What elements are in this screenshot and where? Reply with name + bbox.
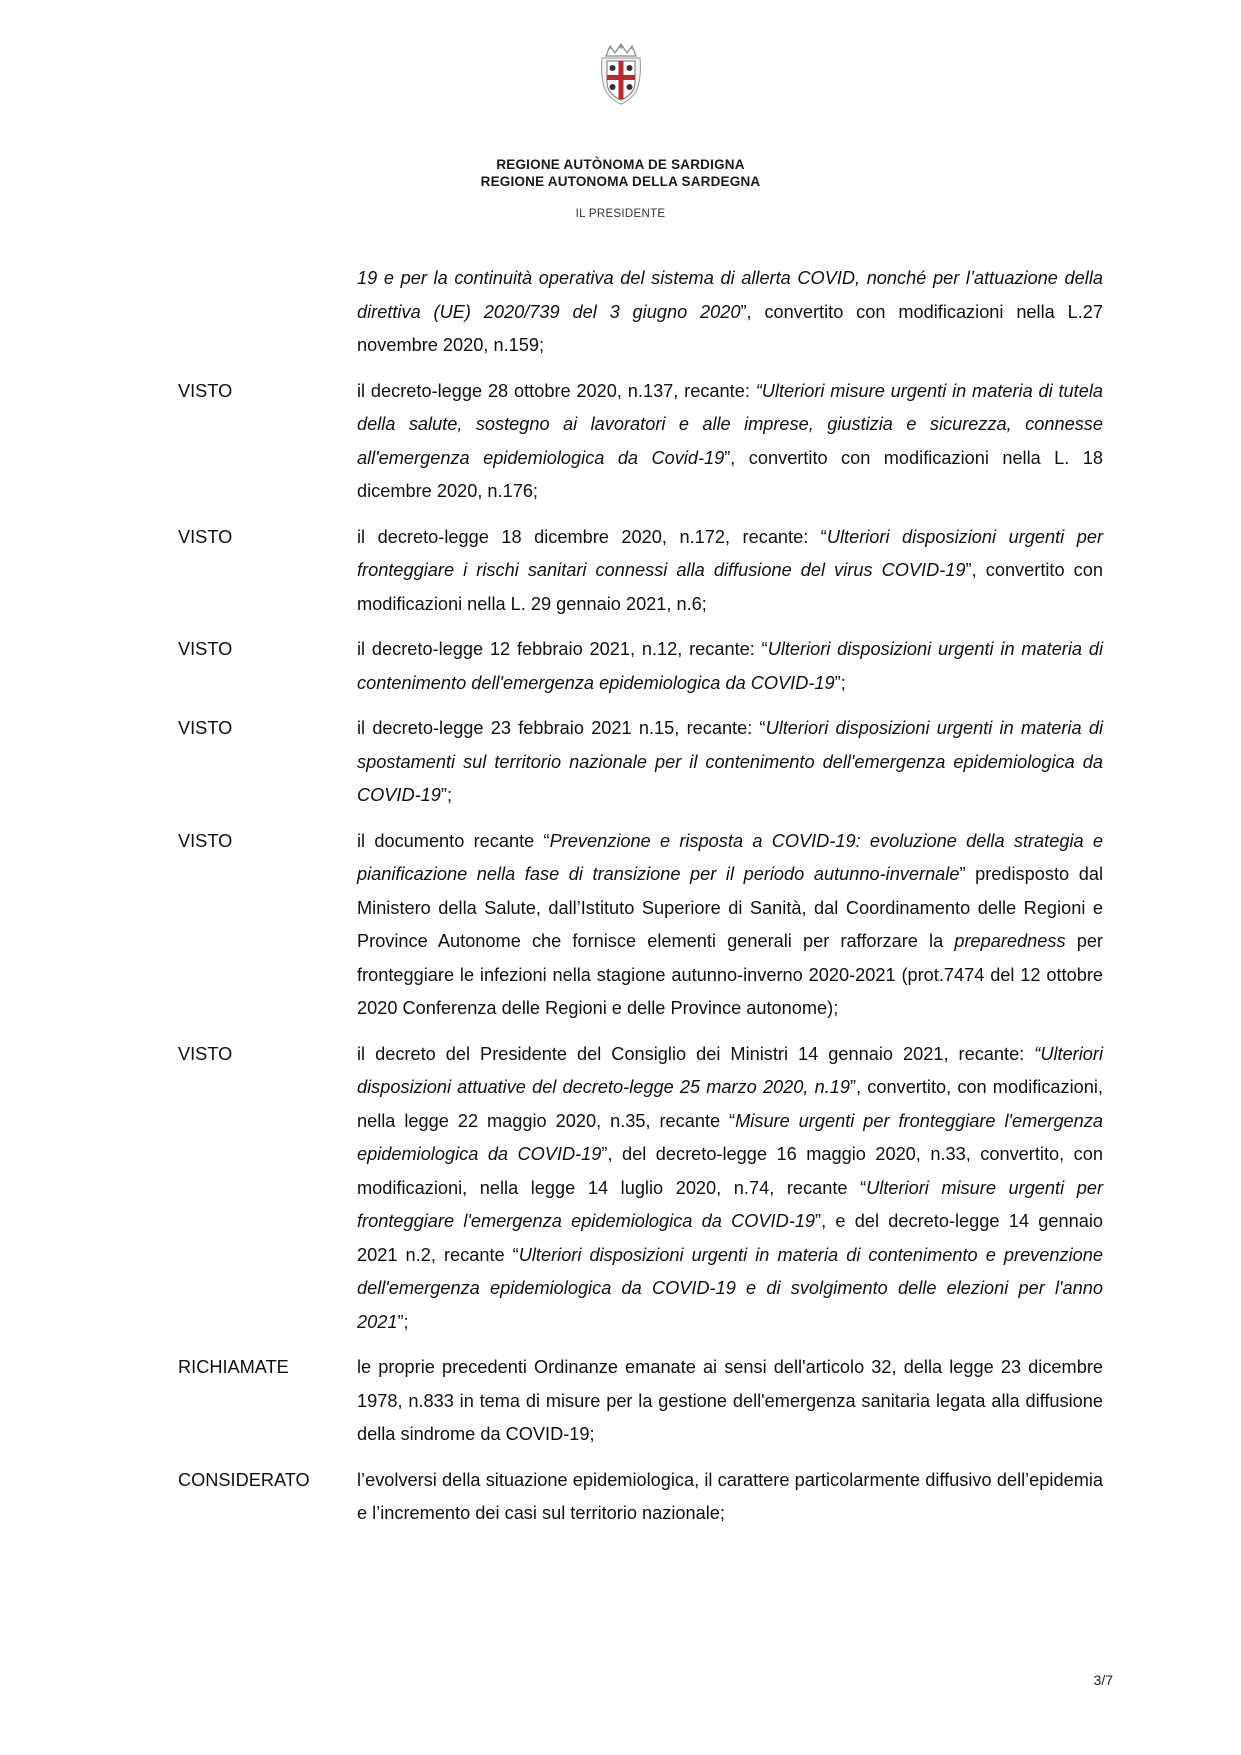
entry-text: il decreto-legge 28 ottobre 2020, n.137, recante: “Ulteriori misure urgenti in materia di tutela della salute, sostegno ai lavoratori e alle imprese, giustizia e sicurezza, connesse all'emergenza epidemiologica da Covid-19”, convertito con modificazioni nella L. 18 dicembre 2020, n.176; bbox=[357, 380, 1103, 501]
org-name-sardinian: REGIONE AUTÒNOMA DE SARDIGNA bbox=[496, 157, 745, 172]
entry-text: il decreto del Presidente del Consiglio dei Ministri 14 gennaio 2021, recante: “Ulteriori disposizioni attuative del decreto-legge 25 marzo 2020, n.19”, convertito, con modificazioni, nella legge 22 maggio 2020, n.35, recante “Misure urgenti per fronteggiare l'emergenza epidemiologica da COVID-19”, del decreto-legge 16 maggio 2020, n.33, convertito, con modificazioni, nella legge 14 luglio 2020, n.74, recante “Ulteriori misure urgenti per fronteggiare l'emergenza epidemiologica da COVID-19”, e del decreto-legge 14 gennaio 2021 n.2, recante “Ulteriori disposizioni urgenti in materia di contenimento e prevenzione dell'emergenza epidemiologica da COVID-19 e di svolgimento delle elezioni per l'anno 2021”; bbox=[357, 1043, 1104, 1332]
entry-label: VISTO bbox=[178, 1043, 233, 1064]
entry-text: l’evolversi della situazione epidemiologica, il carattere particolarmente diffusivo dell’epidemia e l’incremento dei casi sul territorio nazionale; bbox=[357, 1469, 1103, 1523]
document-entry bbox=[0, 712, 1241, 813]
document-entry bbox=[0, 521, 1241, 622]
document-entry bbox=[0, 1464, 1241, 1531]
document-entry bbox=[0, 1351, 1241, 1452]
entry-text: il documento recante “Prevenzione e risposta a COVID-19: evoluzione della strategia e pianificazione nella fase di transizione per il periodo autunno-invernale” predisposto dal Ministero della Salute, dall’Istituto Superiore di Sanità, dal Coordinamento delle Regioni e Province Autonome che fornisce elementi generali per rafforzare la preparedness per fronteggiare le infezioni nella stagione autunno-inverno 2020-2021 (prot.7474 del 12 ottobre 2020 Conferenza delle Regioni e delle Province autonome); bbox=[357, 830, 1103, 1018]
entry-text: il decreto-legge 18 dicembre 2020, n.172, recante: “Ulteriori disposizioni urgenti per fronteggiare i rischi sanitari connessi alla diffusione del virus COVID-19”, convertito con modificazioni nella L. 29 gennaio 2021, n.6; bbox=[357, 526, 1104, 614]
document-body bbox=[0, 262, 1241, 1543]
entry-text: il decreto-legge 12 febbraio 2021, n.12, recante: “Ulteriori disposizioni urgenti in materia di contenimento dell'emergenza epidemiologica da COVID-19”; bbox=[357, 639, 1103, 693]
document-entry bbox=[0, 633, 1241, 700]
page-header bbox=[0, 42, 1241, 220]
entry-label: VISTO bbox=[178, 526, 233, 547]
entry-label: VISTO bbox=[178, 639, 233, 659]
entry-text: 19 e per la continuità operativa del sistema di allerta COVID, nonché per l’attuazione della direttiva (UE) 2020/739 del 3 giugno 2020”, convertito con modificazioni nella L.27 novembre 2020, n.159; bbox=[357, 268, 1103, 355]
sardinia-coat-of-arms-icon bbox=[596, 42, 646, 106]
document-entry bbox=[0, 825, 1241, 1026]
page-number: 3/7 bbox=[1093, 1672, 1113, 1688]
office-title: IL PRESIDENTE bbox=[575, 208, 666, 220]
entry-label: VISTO bbox=[178, 380, 233, 401]
org-name-italian: REGIONE AUTONOMA DELLA SARDEGNA bbox=[480, 174, 761, 189]
document-entry bbox=[0, 375, 1241, 509]
document-entry bbox=[0, 262, 1241, 363]
entry-label: CONSIDERATO bbox=[178, 1469, 310, 1490]
entry-text: le proprie precedenti Ordinanze emanate ai sensi dell'articolo 32, della legge 23 dicembre 1978, n.833 in tema di misure per la gestione dell'emergenza sanitaria legata alla diffusione della sindrome da COVID-19; bbox=[357, 1357, 1103, 1444]
entry-label: VISTO bbox=[178, 830, 233, 851]
entry-label: RICHIAMATE bbox=[178, 1357, 289, 1377]
entry-label: VISTO bbox=[178, 718, 233, 738]
document-entry bbox=[0, 1038, 1241, 1340]
entry-text: il decreto-legge 23 febbraio 2021 n.15, recante: “Ulteriori disposizioni urgenti in materia di spostamenti sul territorio nazionale per il contenimento dell'emergenza epidemiologica da COVID-19”; bbox=[357, 718, 1103, 805]
